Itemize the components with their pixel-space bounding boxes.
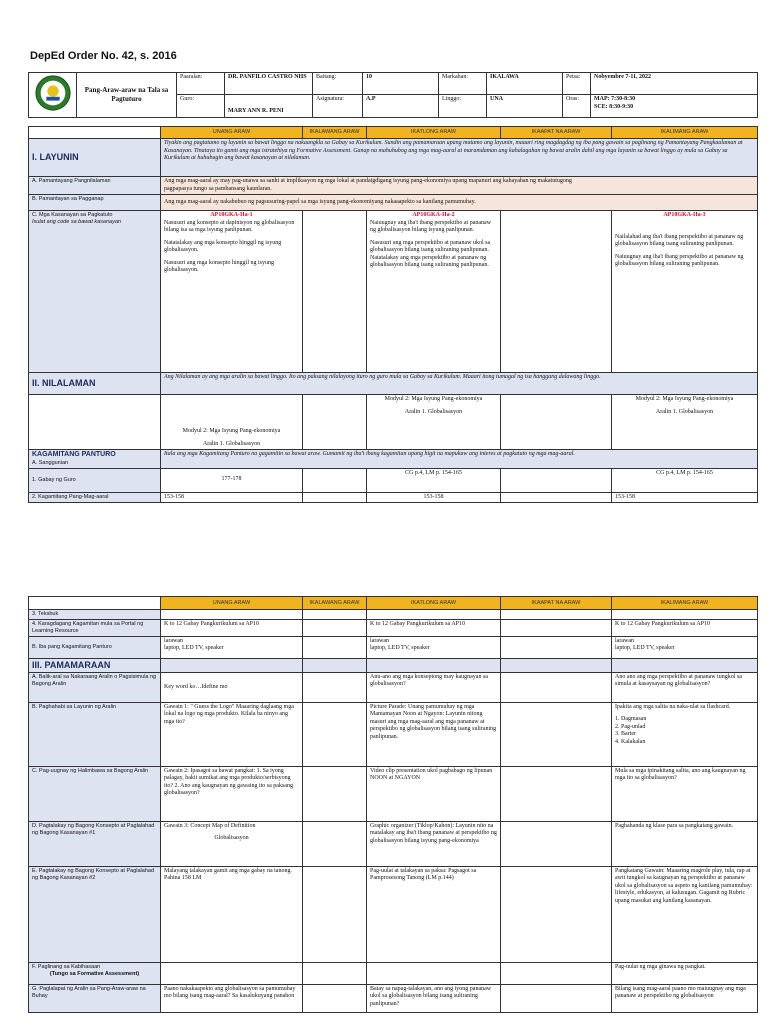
p2-day-1-header: UNANG ARAW — [161, 597, 303, 610]
sanggunian-label: A. Sanggunian — [32, 459, 69, 466]
petsa-label: Petsa: — [563, 73, 591, 95]
markahan-label: Markahan: — [439, 73, 487, 95]
kagamitang-pang-mag-aaral-label: 2. Kagamitang Pang-Mag-aaral — [29, 492, 161, 503]
kasanayan-day-5-p2: Naiuugnay ang iba't ibang perspektibo at pananaw ng globalisasyon bilang suliraning panlipunan. — [615, 253, 744, 267]
paghahabi-day-5-intro: Ipakita ang mga salita na naka-ulat sa flashcard. — [615, 703, 731, 710]
portal-label: 4. Karagdagang Kagamitan mula sa Portal ng Learning Resource — [29, 619, 161, 636]
code-day-1: AP10GKA-IIa-1 — [210, 212, 253, 218]
layunin-description: Tiyakin ang pagtatamo ng layunin sa bawat linggo na nakaangkla sa Gabay sa Kurikulum. Sundin ang pamamaraan upang matamo ang layunin, maaari ring magdagdag ng iba pang gawain sa paglinang ng Pamantayang Pangkaalaman at Kasanayan. Tinataya ito gamit ang mga istratehiya ng Formative Assessment. Ganap na mahuhubog ang mga mag-aaral at maramdaman ang kahalagahan ng bawat aralin dahil ang mga layunin sa bawat linggo ay mula sa Gabay sa Kurikulum at huhubugin ang bawat kasanayan at nilalaman. — [161, 139, 758, 177]
paglalapat-label: G. Paglalapat ng Aralin sa Pang-Araw-araw na Buhay — [29, 984, 161, 1012]
nilalaman-description: Ang Nilalaman ay ang mga aralin sa bawat linggo. Ito ang paksang nilalayong ituro ng guro mula sa Gabay sa Kurikulum. Maaari itong tumagal ng isa hanggang dalawang linggo. — [161, 373, 758, 395]
kasanayan-day-3 — [367, 211, 501, 373]
paghahabi-day-3: Picture Parade: Unang pamumuhay ng mga Mamamayan Noon at Ngayon: Layunin nitong masuri ang mga mag-aaral ang mga pananaw at perspektibo ng globalisasyon bilang isang suliraning panlipunan. — [367, 702, 501, 766]
code-day-5: AP10GKA-IIa-3 — [663, 212, 706, 218]
aralin-day-5: Aralin 1. Globalisasyon — [655, 408, 714, 415]
oras-value-map: MAP: 7:30-8:30 — [594, 96, 636, 103]
p2-day-3-header: IKATLONG ARAW — [367, 597, 501, 610]
pagtalakay-1-day-5: Paghahanda ng klase para sa pangkatang gawain. — [612, 821, 758, 866]
kasanayan-day-1-p3: Nasusuri ang mga konsepto hinggil ng isyung globalisasyon. — [164, 259, 274, 273]
kasanayan-day-5-p1: Nailalahad ang iba't ibang perspektibo at pananaw ng globalisasyon bilang isang suliraning panlipunan. — [615, 233, 744, 247]
flashcard-item-1: 1. Dagmasan — [615, 716, 647, 723]
nilalaman-day-3 — [367, 395, 501, 450]
iba-day-3-line-1: larawan — [370, 637, 389, 644]
balik-aral-day-5: Ano ano ang mga perspektibo at pananaw tungkol sa simula at kasaysayan ng globalisasyon? — [612, 672, 758, 702]
oras-value — [591, 95, 758, 117]
pagtalakay-2-day-3: Pag-uulat at talakayan sa paksa: Pagsagot sa Pamprosesong Tanong (LM p.144) — [367, 866, 501, 962]
petsa-value: Nobyembre 7-11, 2022 — [591, 73, 758, 95]
day-5-header: IKALIMANG ARAW — [612, 127, 758, 139]
portal-day-1: K to 12 Gabay Pangkurikulum sa AP10 — [161, 619, 303, 636]
kasanayan-day-1 — [161, 211, 303, 373]
paglalapat-day-1: Paano nakakaapekto ang globalisasyon sa pamumuhay mo bilang isang mag-aaral? Sa kasalukuyang panahon — [161, 984, 303, 1012]
kasanayan-label — [29, 211, 161, 373]
pamantayang-pangnilalaman-line-1: Ang mga mag-aaral ay may pag-unawa sa sanhi at implikasyon ng mga lokal at pandaigdigang isyung pang-ekonomiya upang mapanuri ang kahayahan ng makatutugong — [164, 178, 572, 184]
linggo-value: UNA — [487, 95, 563, 117]
pagtalakay-2-label: E. Pagtalakay ng Bagong Konsepto at Paglalahad ng Bagong Kasanayan #2 — [29, 866, 161, 962]
oras-label: Oras: — [563, 95, 591, 117]
pamantayang-pangnilalaman-value — [161, 177, 758, 195]
modyul-day-1: Modyul 2: Mga Isyung Pang-ekonomiya — [182, 428, 281, 434]
pagtalakay-1-day-3: Graphic organizer (Tiklop/Kahon): Layunin nito na matalakay ang iba't ibang pananaw at perspektibo ng globalisasyon bilang isyung pang-ekonomiya — [367, 821, 501, 866]
kasanayan-day-3-p1: Naiuugnay ang iba't ibang perspektibo at pananaw ng globalisasyon bilang isyung panlipunan. — [370, 219, 492, 233]
kasanayan-day-5 — [612, 211, 758, 373]
pag-uugnay-day-5: Mula sa mga ipinakitang salita, ano ang kaugnayan ng mga ito sa globalisasyon? — [612, 766, 758, 821]
teksbuk-label: 3. Teksbuk — [29, 610, 161, 620]
pamantayang-pangnilalaman-label: A. Pamantayang Pangnilalaman — [29, 177, 161, 195]
gabay-guro-day-5: CG p.4, LM p. 154-165 — [612, 468, 758, 492]
baitang-label: Baitang: — [313, 73, 363, 95]
day-1-header: UNANG ARAW — [161, 127, 303, 139]
aralin-day-1: Aralin 1. Globalisasyon — [202, 440, 261, 447]
balik-aral-day-3: Anu-ano ang mga konseptong may kaugnayan sa globalisasyon? — [367, 672, 501, 702]
nilalaman-section-label: II. NILALAMAN — [29, 373, 161, 395]
kagamitang-pang-mag-aaral-day-1: 153-158 — [161, 492, 303, 503]
plan-table-page1 — [28, 126, 758, 503]
linggo-label: Linggo: — [439, 95, 487, 117]
kasanayan-day-3-p2: Nasusuri ang mga perspektibo at pananaw ukol sa globalisasyon bilang isang suliraning panlipunan. — [370, 239, 491, 253]
document-title: DepEd Order No. 42, s. 2016 — [30, 50, 177, 62]
deped-seal-icon — [34, 74, 72, 112]
pagtalakay-1-day-1-line-1: Gawain 3: Concept Map of Definition — [164, 822, 256, 829]
kagamitan-section-label: KAGAMITANG PANTURO — [32, 451, 116, 458]
pamantayan-pagganap-value: Ang mga mag-aaral ay nakabubuo ng pagsusuring-papel sa mga isyung pang-ekonomiyang nakaaapekto sa kanilang pamumuhay. — [161, 195, 758, 211]
pamantayan-pagganap-label: B. Pamantayan sa Pagganap — [29, 195, 161, 211]
iba-kagamitan-label: B. Iba pang Kagamitang Panturo — [29, 636, 161, 658]
asignatura-label: Asignatura: — [313, 95, 363, 117]
iba-day-1-line-2: laptop, LED TV, speaker — [164, 645, 224, 652]
oras-value-sce: SCE: 8:30-9:30 — [594, 103, 634, 110]
iba-day-3-line-2: laptop, LED TV, speaker — [370, 645, 430, 652]
guro-value: MARY ANN R. PENI — [225, 95, 313, 117]
kasanayan-day-2 — [303, 211, 367, 373]
iba-kagamitan-day-3 — [367, 636, 501, 658]
kasanayan-day-4 — [501, 211, 612, 373]
day-2-header: IKALAWANG ARAW — [303, 127, 367, 139]
paghahabi-label: B. Paghahabi sa Layunin ng Aralin — [29, 702, 161, 766]
pagtalakay-1-day-1-line-2: Globalisasyon — [214, 835, 249, 842]
balik-aral-day-1: Key word ko…Idefine mo — [161, 672, 303, 702]
modyul-day-3: Modyul 2: Mga Isyung Pang-ekonomiya — [384, 396, 483, 402]
paglinang-label — [29, 962, 161, 984]
iba-kagamitan-day-5 — [612, 636, 758, 658]
paghahabi-day-5 — [612, 702, 758, 766]
paglalapat-day-5: Bilang isang mag-aaral paano mo maiuugnay ang mga pananaw at perspektibo ng globalisasyon — [612, 984, 758, 1012]
iba-day-5-line-1: larawan — [615, 637, 634, 644]
pag-uugnay-label: C. Pag-uugnay ng Halimbawa sa Bagong Aralin — [29, 766, 161, 821]
p2-day-2-header: IKALAWANG ARAW — [303, 597, 367, 610]
pagtalakay-2-day-1: Malayang talakayan gamit ang mga gabay na tanong. Pahina 158 LM — [161, 866, 303, 962]
paaralan-label: Paaralan: — [177, 73, 225, 95]
kasanayan-day-1-p1: Nasusuri ang konsepto at dapinisyon ng globalisasyon bilang isa sa mga isyung panlipunan. — [164, 219, 295, 233]
layunin-section-label: I. LAYUNIN — [29, 139, 161, 177]
plan-title: Pang-Araw-araw na Tala sa Pagtuturo — [77, 73, 177, 118]
aralin-day-3: Aralin 1. Globalisasyon — [404, 408, 463, 415]
gabay-guro-label: 1. Gabay ng Guro — [29, 468, 161, 492]
p2-day-4-header: IKAAPAT NA ARAW — [501, 597, 612, 610]
plan-table-page2 — [28, 596, 758, 1013]
pag-uugnay-day-1: Gawain 2: Ipasagot sa bawat pangkat: 1. Sa iyong palagay, bakit sumikat ang mga produkto/serbisyong ito? 2. Ano ang kaugnayan ng gawaing ito sa paksang globalisasyon? — [161, 766, 303, 821]
pagtalakay-1-day-1 — [161, 821, 303, 866]
paglinang-sublabel: (Tungo sa Formative Assessment) — [49, 970, 140, 977]
paaralan-value: DR. PANFILO CASTRO NHS — [225, 73, 313, 95]
paglinang-label-text: F. Paglinang sa Kabihasaan — [32, 963, 101, 970]
kasanayan-label-text: C. Mga Kasanayan sa Pagkatuto — [32, 212, 113, 218]
guro-label: Guro: — [177, 95, 225, 117]
pamamaraan-section-label: III. PAMAMARAAN — [29, 658, 161, 672]
paghahabi-day-1: Gawain 1: " Guess the Logo" Maaaring daglaang mga lokal na logo ng mga produkto. Kilala ba ninyo ang mga ito? — [161, 702, 303, 766]
markahan-value: IKALAWA — [487, 73, 563, 95]
pagtalakay-2-day-5: Pangkatang Gawain: Maaaring magrole play, tula, rap at awit tungkol sa kaugnayan ng perspektibo at pananaw ukol sa globalisasyon sa aspeto ng kanilang pamumuhay: lifestyle, edukasyon, at kalusugan. Gagamit ng Rubric upang masukat ang kanilang kasanayan. — [612, 866, 758, 962]
kasanayan-day-3-p3: Natatalakay ang mga perspektibo at pananaw ng globalisasyon bilang isang suliraning panlipunan. — [370, 254, 489, 268]
kasanayan-day-1-p2: Natatalakay ang mga konsepto hinggil ng isyung globalisasyon. — [164, 239, 282, 253]
flashcard-item-3: 3. Barter — [615, 731, 636, 738]
portal-day-3: K to 12 Gabay Pangkurikulum sa AP10 — [367, 619, 501, 636]
paglalapat-day-3: Batay sa napag-talakayan, ano ang iyong pananaw ukol sa globalisasyon bilang isang suliraning panlipunan? — [367, 984, 501, 1012]
paglinang-day-5: Pag-uulat ng mga ginawa ng pangkat. — [612, 962, 758, 984]
iba-kagamitan-day-1 — [161, 636, 303, 658]
pamantayang-pangnilalaman-line-2: pagpapasya tungo sa pambansang kaunlaran. — [164, 185, 272, 192]
kagamitan-label-cell — [29, 450, 161, 469]
kagamitang-pang-mag-aaral-day-5: 153-158 — [612, 492, 758, 503]
iba-day-5-line-2: laptop, LED TV, speaker — [615, 645, 675, 652]
kagamitan-description: Itala ang mga Kagamitang Panturo na gagamitin sa bawat araw. Gumamit ng iba't ibang kagamitan upang higit na mapukaw ang interes at pagkatuto ng mga mag-aaral. — [161, 450, 758, 469]
portal-day-5: K to 12 Gabay Pangkurikulum sa AP10 — [612, 619, 758, 636]
pag-uugnay-day-3: Video clip presentation ukol pagbabago ng lipunan NOON at NGAYON — [367, 766, 501, 821]
day-3-header: IKATLONG ARAW — [367, 127, 501, 139]
gabay-guro-day-3: CG p.4, LM p. 154-165 — [367, 468, 501, 492]
flashcard-item-2: 2. Pag-unlad — [615, 723, 646, 730]
p2-day-5-header: IKALIMANG ARAW — [612, 597, 758, 610]
deped-logo-cell — [29, 73, 77, 118]
kasanayan-sublabel: Isulat ang code sa bawat kasanayan — [32, 218, 121, 225]
nilalaman-day-1 — [161, 395, 303, 450]
header-table — [28, 72, 758, 118]
code-day-3: AP10GKA-IIa-2 — [412, 212, 455, 218]
nilalaman-day-5 — [612, 395, 758, 450]
modyul-day-5: Modyul 2: Mga Isyung Pang-ekonomiya — [635, 396, 734, 402]
kagamitang-pang-mag-aaral-day-3: 153-158 — [367, 492, 501, 503]
gabay-guro-day-1: 177-178 — [161, 468, 303, 492]
iba-day-1-line-1: larawan — [164, 637, 183, 644]
baitang-value: 10 — [363, 73, 439, 95]
flashcard-item-4: 4. Kalakalan — [615, 738, 646, 745]
asignatura-value: A.P — [363, 95, 439, 117]
day-4-header: IKAAPAT NA ARAW — [501, 127, 612, 139]
pagtalakay-1-label: D. Pagtalakay ng Bagong Konsepto at Paglalahad ng Bagong Kasanayan #1 — [29, 821, 161, 866]
balik-aral-label: A. Balik-aral sa Nakaraang Aralin o Pagsisimula ng Bagong Aralin — [29, 672, 161, 702]
